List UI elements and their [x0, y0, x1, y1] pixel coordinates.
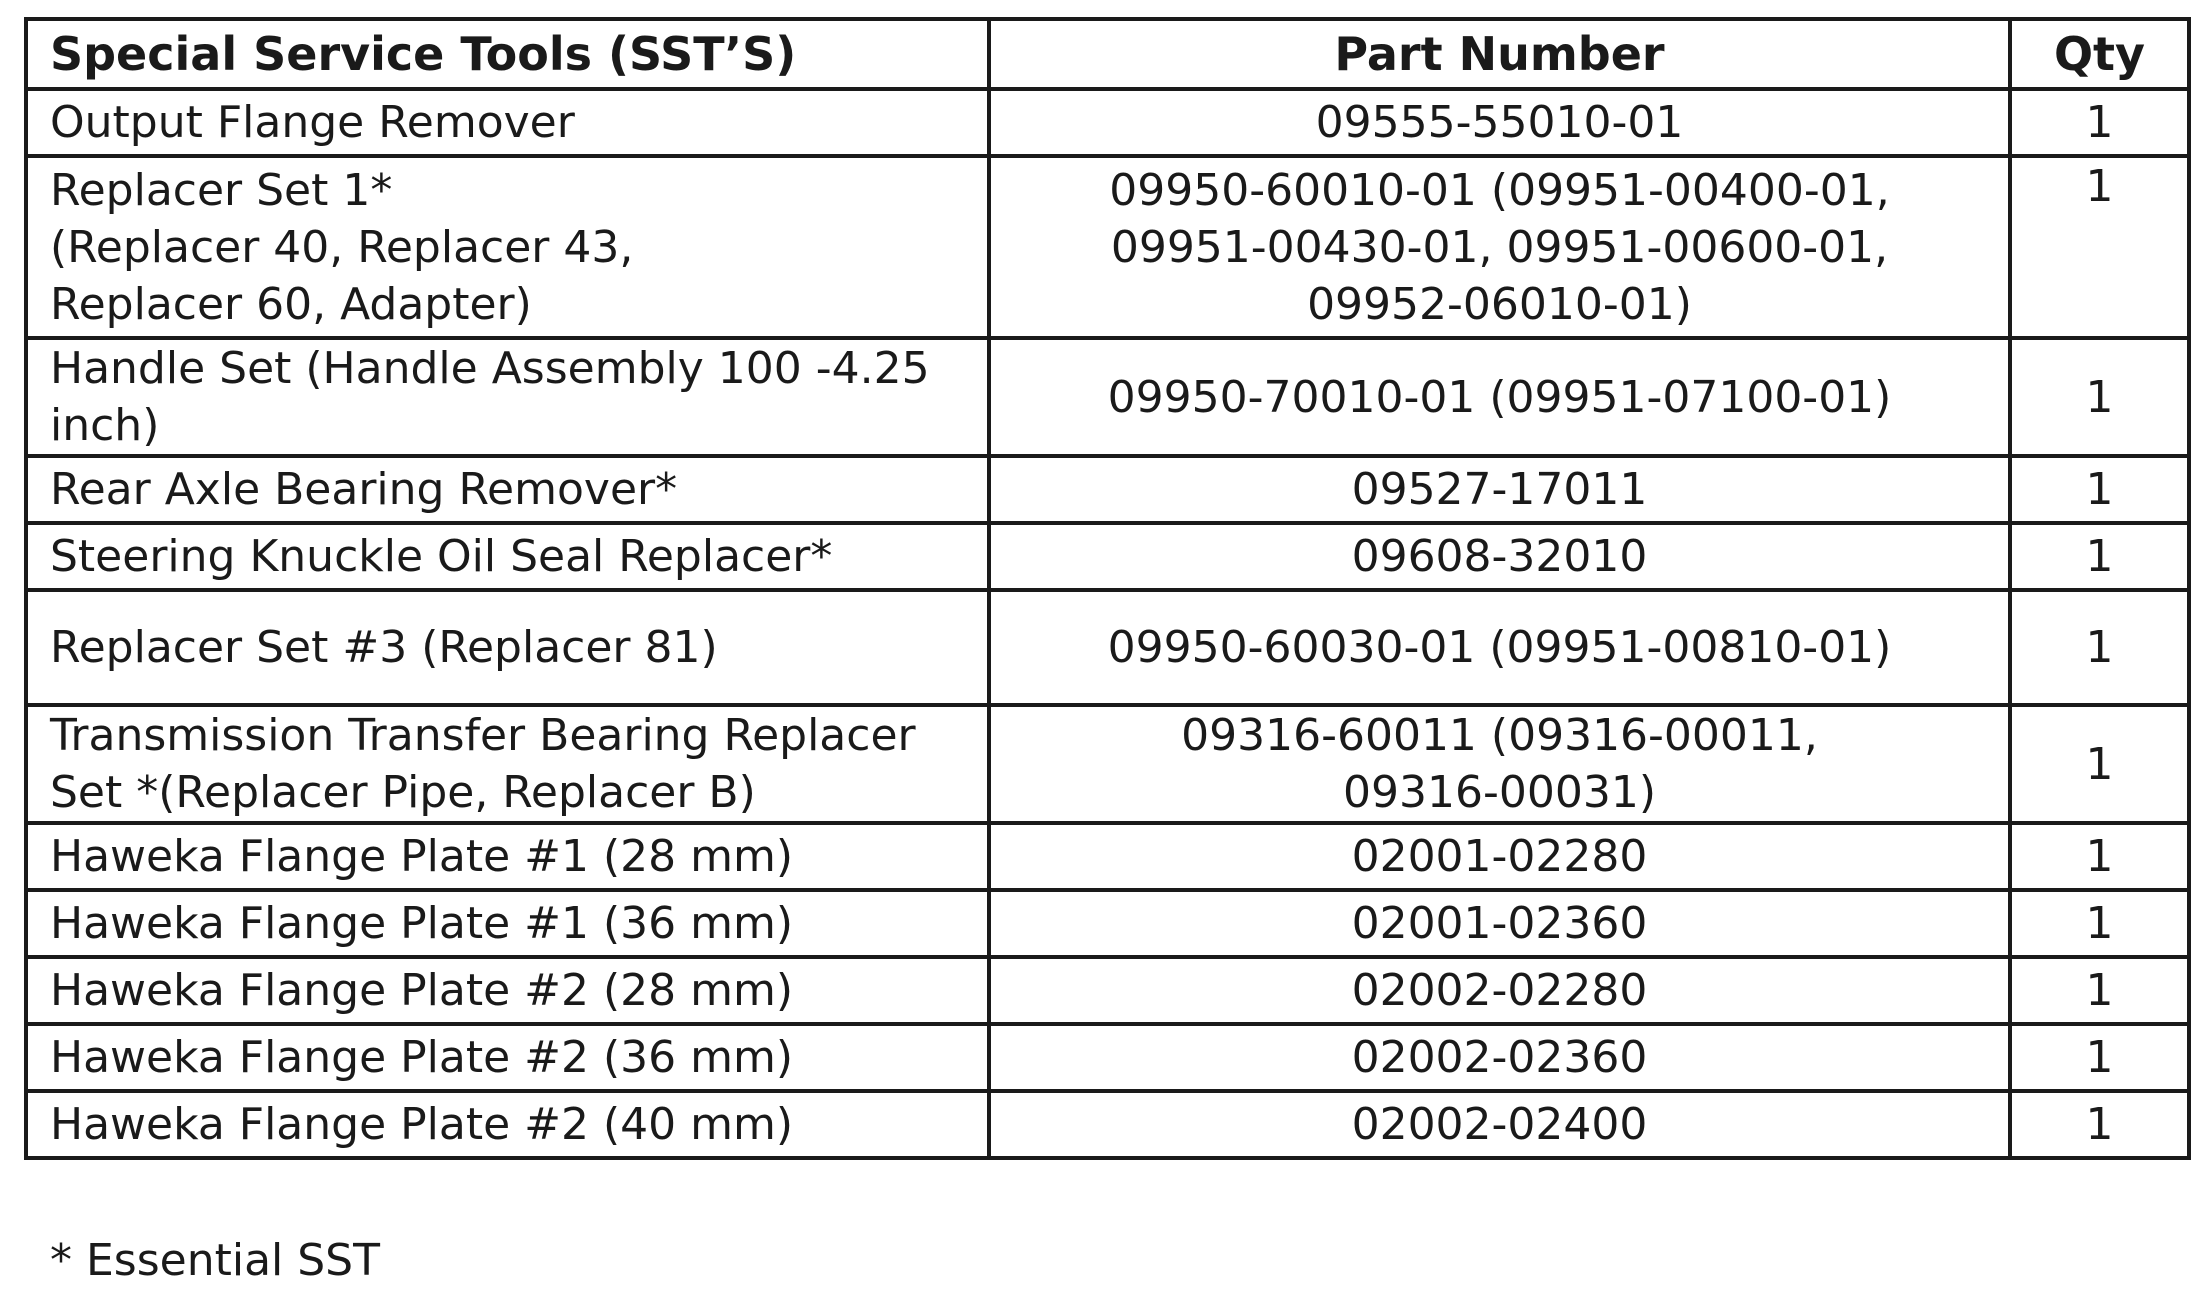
- qty-cell: 1: [2010, 338, 2189, 456]
- special-service-tools-table: [24, 17, 2191, 1160]
- part-number-cell: [989, 156, 2010, 338]
- qty-cell: 1: [2010, 523, 2189, 590]
- tool-cell: [26, 89, 989, 156]
- table-header-row: [26, 19, 2189, 89]
- part-number: 09527-17011: [1351, 464, 1648, 515]
- part-number: 09952-06010-01): [1307, 278, 1692, 330]
- part-number: 02002-02280: [1351, 965, 1648, 1016]
- qty-cell: 1: [2010, 89, 2189, 156]
- part-number: 09950-60010-01 (09951-00400-01,: [1109, 164, 1890, 216]
- tool-cell: [26, 156, 989, 338]
- qty-cell: 1: [2010, 823, 2189, 890]
- table-row: [26, 456, 2189, 523]
- part-number-cell: [989, 1024, 2010, 1091]
- qty-cell: 1: [2010, 1024, 2189, 1091]
- tool-cell: [26, 957, 989, 1024]
- tool-name: Replacer Set 1*: [50, 164, 393, 216]
- tool-name: Replacer 60, Adapter): [50, 278, 532, 330]
- part-number-cell: [989, 456, 2010, 523]
- part-number: 02002-02360: [1351, 1032, 1648, 1083]
- part-number: 02001-02360: [1351, 898, 1648, 949]
- part-number-cell: [989, 590, 2010, 705]
- table-row: [26, 590, 2189, 705]
- table-row: [26, 957, 2189, 1024]
- qty-cell: 1: [2010, 705, 2189, 823]
- table-row: [26, 823, 2189, 890]
- tool-name: Output Flange Remover: [50, 97, 575, 148]
- table-row: [26, 890, 2189, 957]
- qty-cell: 1: [2010, 1091, 2189, 1158]
- table-row: [26, 1091, 2189, 1158]
- part-number-cell: [989, 338, 2010, 456]
- tool-name: Haweka Flange Plate #1 (28 mm): [50, 831, 794, 882]
- part-number: 02001-02280: [1351, 831, 1648, 882]
- tool-name: Steering Knuckle Oil Seal Replacer*: [50, 531, 833, 582]
- tool-cell: [26, 1091, 989, 1158]
- tool-name: Set *(Replacer Pipe, Replacer B): [50, 767, 756, 818]
- footnote-essential-sst: * Essential SST: [50, 1235, 380, 1286]
- part-number: 09316-00031): [1343, 767, 1656, 818]
- part-number-cell: [989, 705, 2010, 823]
- tool-name: Handle Set (Handle Assembly 100 -4.25: [50, 343, 930, 394]
- tool-name: (Replacer 40, Replacer 43,: [50, 221, 634, 273]
- qty-cell: 1: [2010, 890, 2189, 957]
- part-number-cell: [989, 89, 2010, 156]
- part-number-cell: [989, 957, 2010, 1024]
- tool-cell: [26, 590, 989, 705]
- part-number: 09951-00430-01, 09951-00600-01,: [1110, 221, 1889, 273]
- part-number-cell: [989, 890, 2010, 957]
- tool-name: Haweka Flange Plate #2 (36 mm): [50, 1032, 794, 1083]
- table-row: [26, 705, 2189, 823]
- part-number-cell: [989, 823, 2010, 890]
- tool-cell: [26, 456, 989, 523]
- tool-cell: [26, 705, 989, 823]
- tool-name: Haweka Flange Plate #2 (40 mm): [50, 1099, 794, 1150]
- qty-cell: 1: [2010, 456, 2189, 523]
- part-number-cell: [989, 1091, 2010, 1158]
- part-number: 09555-55010-01: [1315, 97, 1684, 148]
- qty-cell: 1: [2010, 590, 2189, 705]
- table-row: [26, 1024, 2189, 1091]
- tool-name: Transmission Transfer Bearing Replacer: [50, 710, 916, 761]
- tool-cell: [26, 523, 989, 590]
- tool-name: Rear Axle Bearing Remover*: [50, 464, 678, 515]
- tool-name: Haweka Flange Plate #2 (28 mm): [50, 965, 794, 1016]
- tool-cell: [26, 338, 989, 456]
- header-part-number: Part Number: [989, 19, 2010, 89]
- table-row: [26, 338, 2189, 456]
- part-number: 09950-70010-01 (09951-07100-01): [1107, 371, 1892, 423]
- part-number: 09316-60011 (09316-00011,: [1181, 710, 1818, 761]
- qty-cell: 1: [2010, 957, 2189, 1024]
- header-tool: Special Service Tools (SST’S): [26, 19, 989, 89]
- qty-cell: 1: [2010, 156, 2189, 338]
- tool-cell: [26, 890, 989, 957]
- header-qty: Qty: [2010, 19, 2189, 89]
- tool-name: Replacer Set #3 (Replacer 81): [50, 622, 718, 673]
- tool-cell: [26, 1024, 989, 1091]
- part-number-cell: [989, 523, 2010, 590]
- part-number: 09608-32010: [1351, 531, 1648, 582]
- tool-cell: [26, 823, 989, 890]
- table-row: [26, 89, 2189, 156]
- table-row: [26, 523, 2189, 590]
- tool-name: Haweka Flange Plate #1 (36 mm): [50, 898, 794, 949]
- part-number: 02002-02400: [1351, 1099, 1648, 1150]
- tool-name: inch): [50, 400, 160, 451]
- table-row: [26, 156, 2189, 338]
- part-number: 09950-60030-01 (09951-00810-01): [1107, 622, 1892, 673]
